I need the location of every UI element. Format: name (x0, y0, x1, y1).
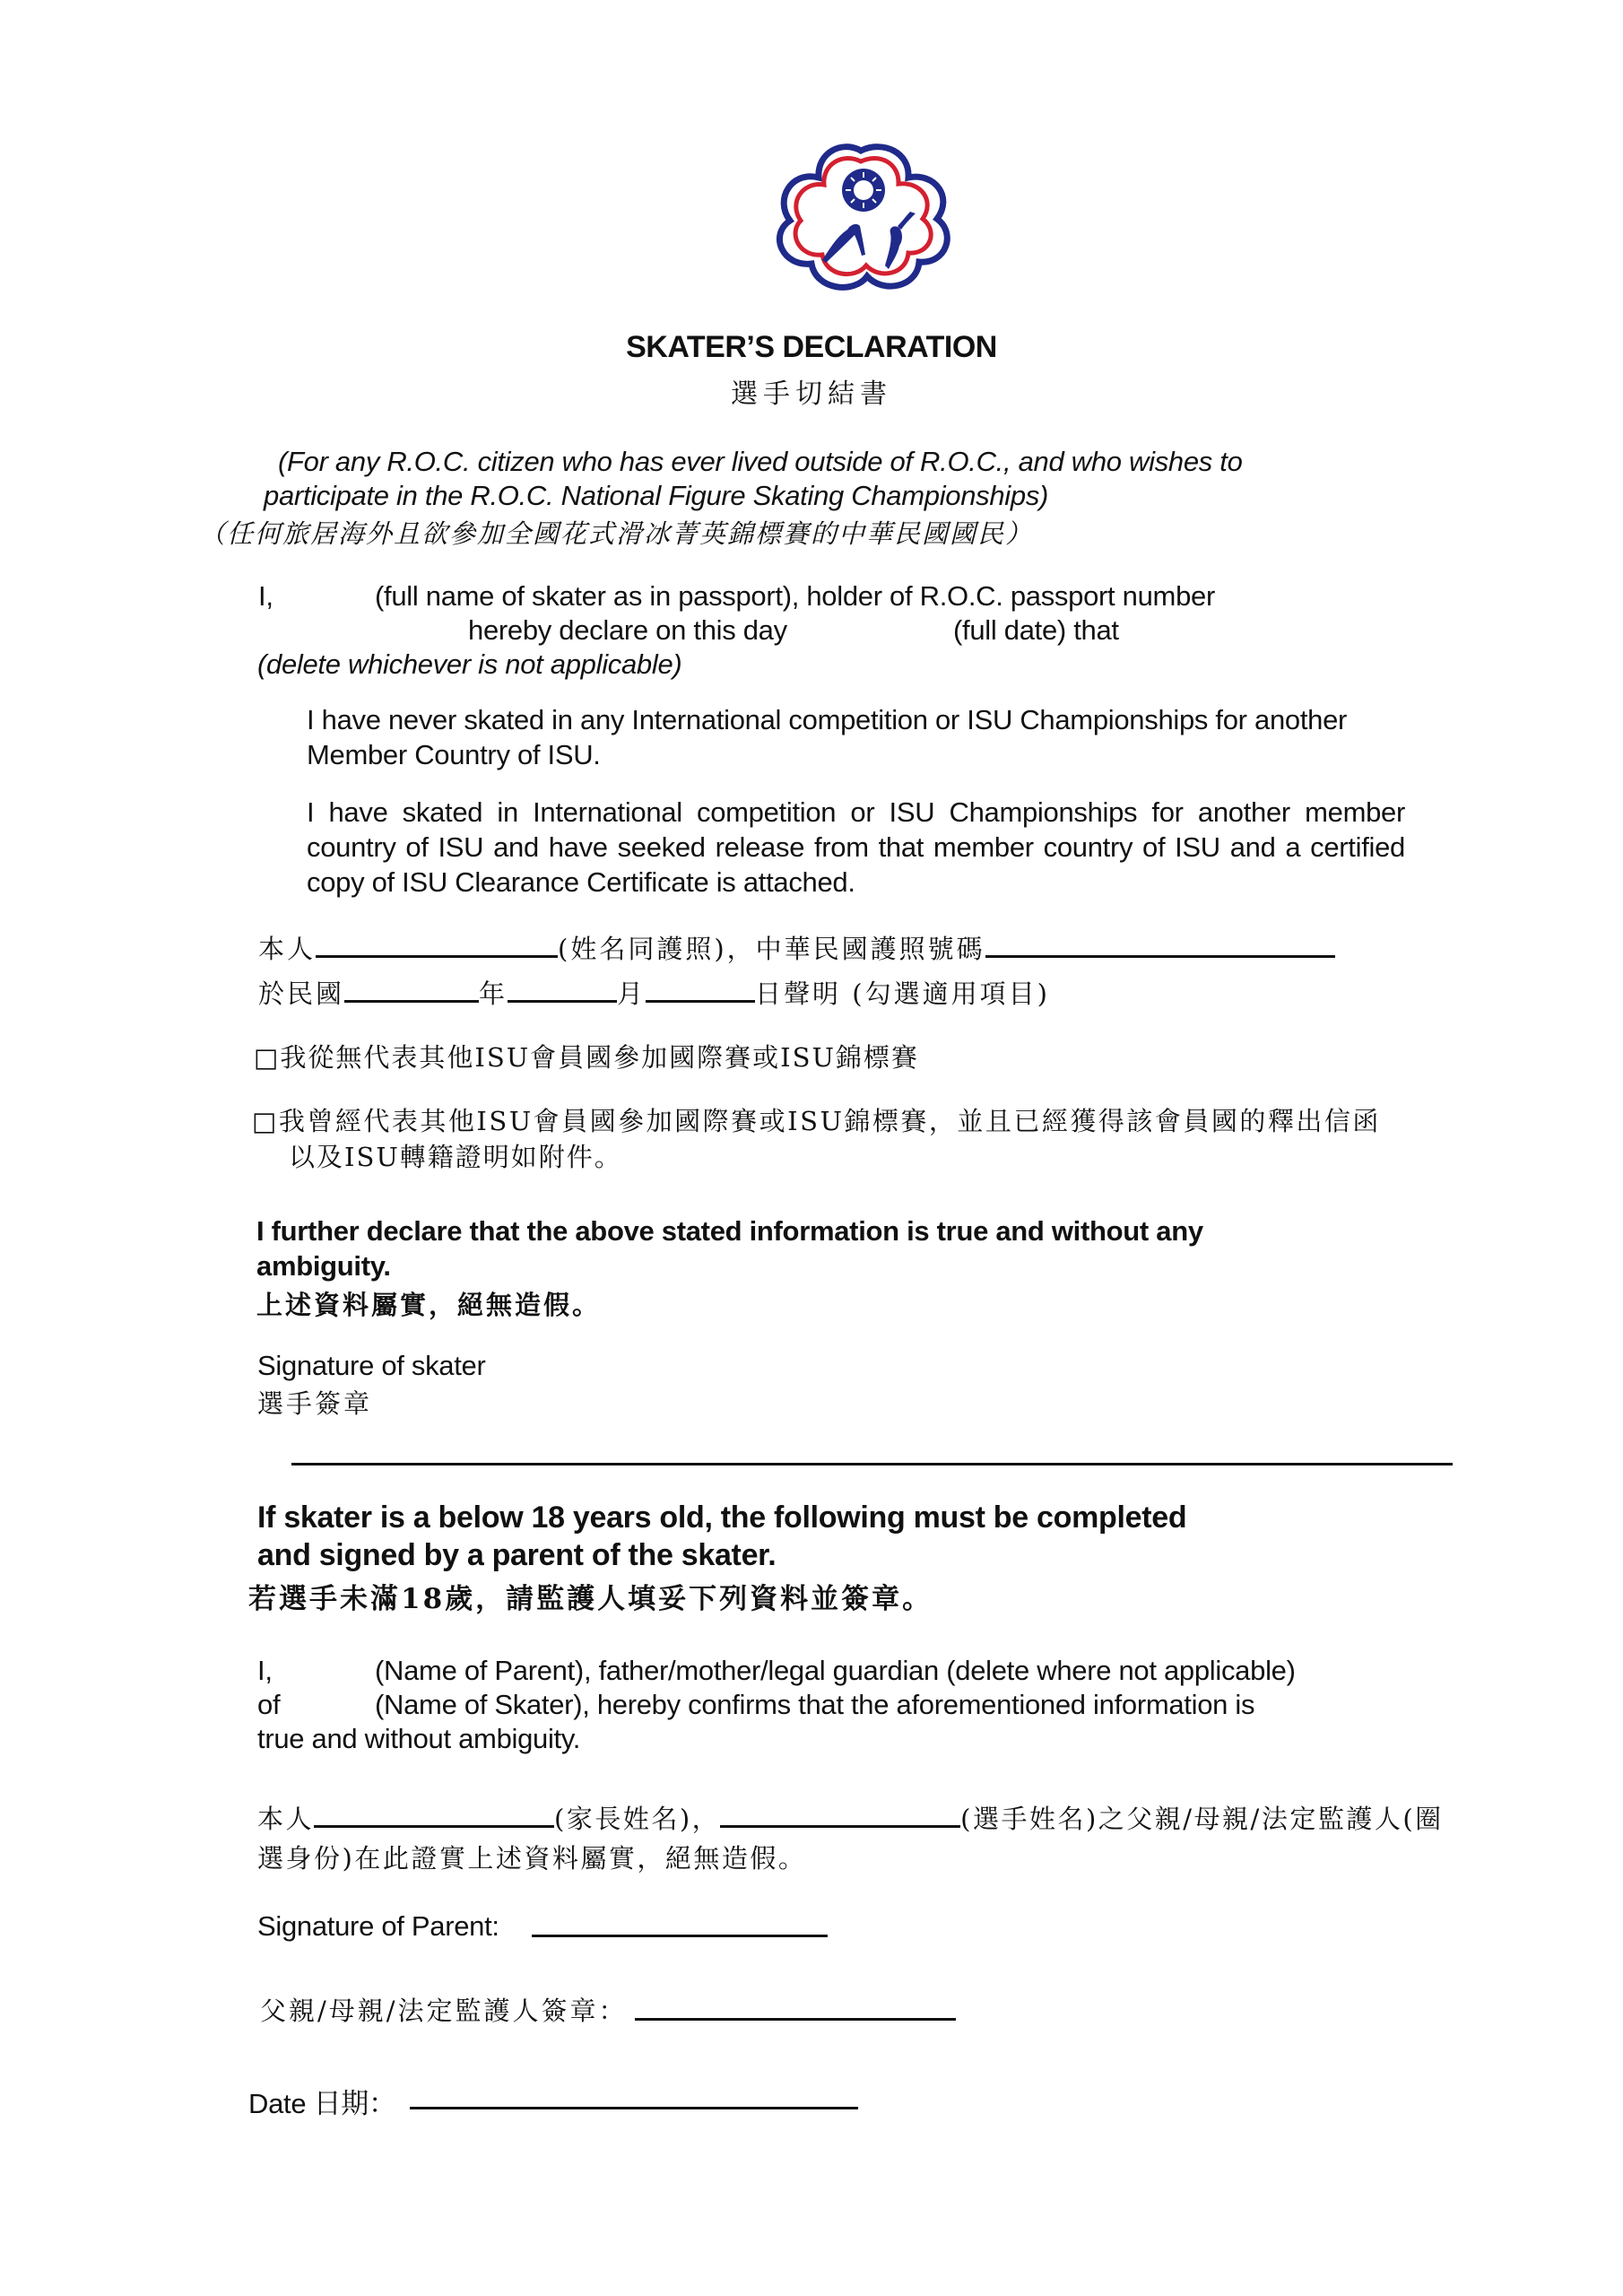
decl-zh-line-1 (258, 928, 1335, 966)
month-blank[interactable] (508, 973, 617, 1003)
checkbox-option-1[interactable]: □ (254, 1042, 281, 1073)
passport-number-blank[interactable] (985, 928, 1335, 958)
confirm-en-2: ambiguity. (256, 1250, 391, 1282)
minor-zh-l1c: (選手姓名)之父親/母親/法定監護人(圈 (960, 1804, 1444, 1834)
skating-union-logo (767, 144, 955, 291)
decl-zh-l1b: (姓名同護照)，中華民國護照號碼 (558, 934, 985, 964)
decl-zh-opt1-text: 我從無代表其他ISU會員國參加國際賽或ISU錦標賽 (280, 1042, 919, 1073)
minor-zh-line-1 (257, 1798, 1444, 1836)
parent-signature-label: Signature of Parent: (257, 1910, 499, 1942)
year-blank[interactable] (344, 973, 479, 1003)
parent-signature-label-zh: 父親/母親/法定監護人簽章： (260, 1996, 628, 2026)
minor-zh-l1b: (家長姓名)， (554, 1804, 721, 1834)
decl-zh-opt2-text: 我曾經代表其他ISU會員國參加國際賽或ISU錦標賽，並且已經獲得該會員國的釋出信函 (278, 1106, 1381, 1136)
confirm-en-1: I further declare that the above stated information is true and without any (256, 1215, 1203, 1247)
minor-line-3: true and without ambiguity. (257, 1723, 581, 1754)
parent-name-blank[interactable] (314, 1798, 554, 1828)
date-line[interactable] (410, 2107, 858, 2109)
decl-line-2a: hereby declare on this day (468, 614, 787, 646)
document-title-zh: 選手切結書 (731, 378, 892, 410)
decl-zh-l2c: 月 (617, 978, 647, 1009)
sun-emblem-icon (842, 169, 885, 212)
decl-zh-option-2 (252, 1101, 1381, 1138)
confirm-zh: 上述資料屬實，絕無造假。 (256, 1290, 602, 1320)
decl-zh-line-2 (258, 973, 1050, 1011)
decl-option-2: I have skated in International competition or ISU Championships for another member country of ISU and have seeked release from that member country of ISU and a certified copy of ISU Clearance Certificate is attached. (307, 796, 1405, 898)
skater-signature-label: Signature of skater (257, 1350, 486, 1381)
checkbox-option-2[interactable]: □ (252, 1106, 279, 1136)
intro-zh: （任何旅居海外且欲參加全國花式滑冰菁英錦標賽的中華民國國民） (199, 518, 1034, 549)
minor-zh-line-2: 選身份)在此證實上述資料屬實，絕無造假。 (257, 1843, 807, 1874)
decl-zh-l2a: 於民國 (258, 978, 345, 1009)
document-title: SKATER’S DECLARATION (626, 330, 997, 364)
intro-line-1: (For any R.O.C. citizen who has ever lived outside of R.O.C., and who wishes to (278, 446, 1243, 477)
minor-heading-1: If skater is a below 18 years old, the following must be completed (257, 1500, 1187, 1535)
minor-zh-l1a: 本人 (257, 1804, 315, 1834)
minor-line-2: (Name of Skater), hereby confirms that the aforementioned information is (375, 1689, 1255, 1720)
skater-signature-label-zh: 選手簽章 (257, 1388, 373, 1419)
minor-i: I, (257, 1655, 273, 1686)
skater-name-blank[interactable] (720, 1798, 960, 1828)
minor-heading-2: and signed by a parent of the skater. (257, 1538, 777, 1572)
decl-delete-note: (delete whichever is not applicable) (257, 648, 682, 680)
minor-line-1: (Name of Parent), father/mother/legal guardian (delete where not applicable) (375, 1655, 1296, 1686)
day-blank[interactable] (646, 973, 755, 1003)
decl-i: I, (258, 580, 273, 612)
decl-line-2b: (full date) that (953, 614, 1119, 646)
parent-signature-zh-line[interactable] (635, 2018, 956, 2021)
decl-zh-option-2-cont: 以及ISU轉籍證明如附件。 (289, 1142, 622, 1172)
date-label: Date 日期： (248, 2088, 396, 2119)
decl-zh-l1a: 本人 (258, 934, 317, 964)
decl-line-1: (full name of skater as in passport), holder of R.O.C. passport number (375, 580, 1215, 612)
skater-figures-icon (822, 212, 916, 269)
decl-zh-l2b: 年 (479, 978, 508, 1009)
intro-line-2: participate in the R.O.C. National Figure Skating Championships) (264, 480, 1049, 511)
minor-of: of (257, 1689, 281, 1720)
minor-heading-zh: 若選手未滿18歲，請監護人填妥下列資料並簽章。 (248, 1583, 933, 1615)
decl-zh-option-1 (254, 1038, 919, 1074)
parent-signature-line[interactable] (532, 1935, 828, 1937)
skater-signature-line[interactable] (291, 1463, 1453, 1465)
decl-option-1: I have never skated in any International competition or ISU Championships for another Member Country of ISU. (307, 704, 1348, 770)
name-blank[interactable] (316, 928, 558, 958)
decl-zh-l2d: 日聲明 (勾選適用項目) (755, 978, 1050, 1009)
